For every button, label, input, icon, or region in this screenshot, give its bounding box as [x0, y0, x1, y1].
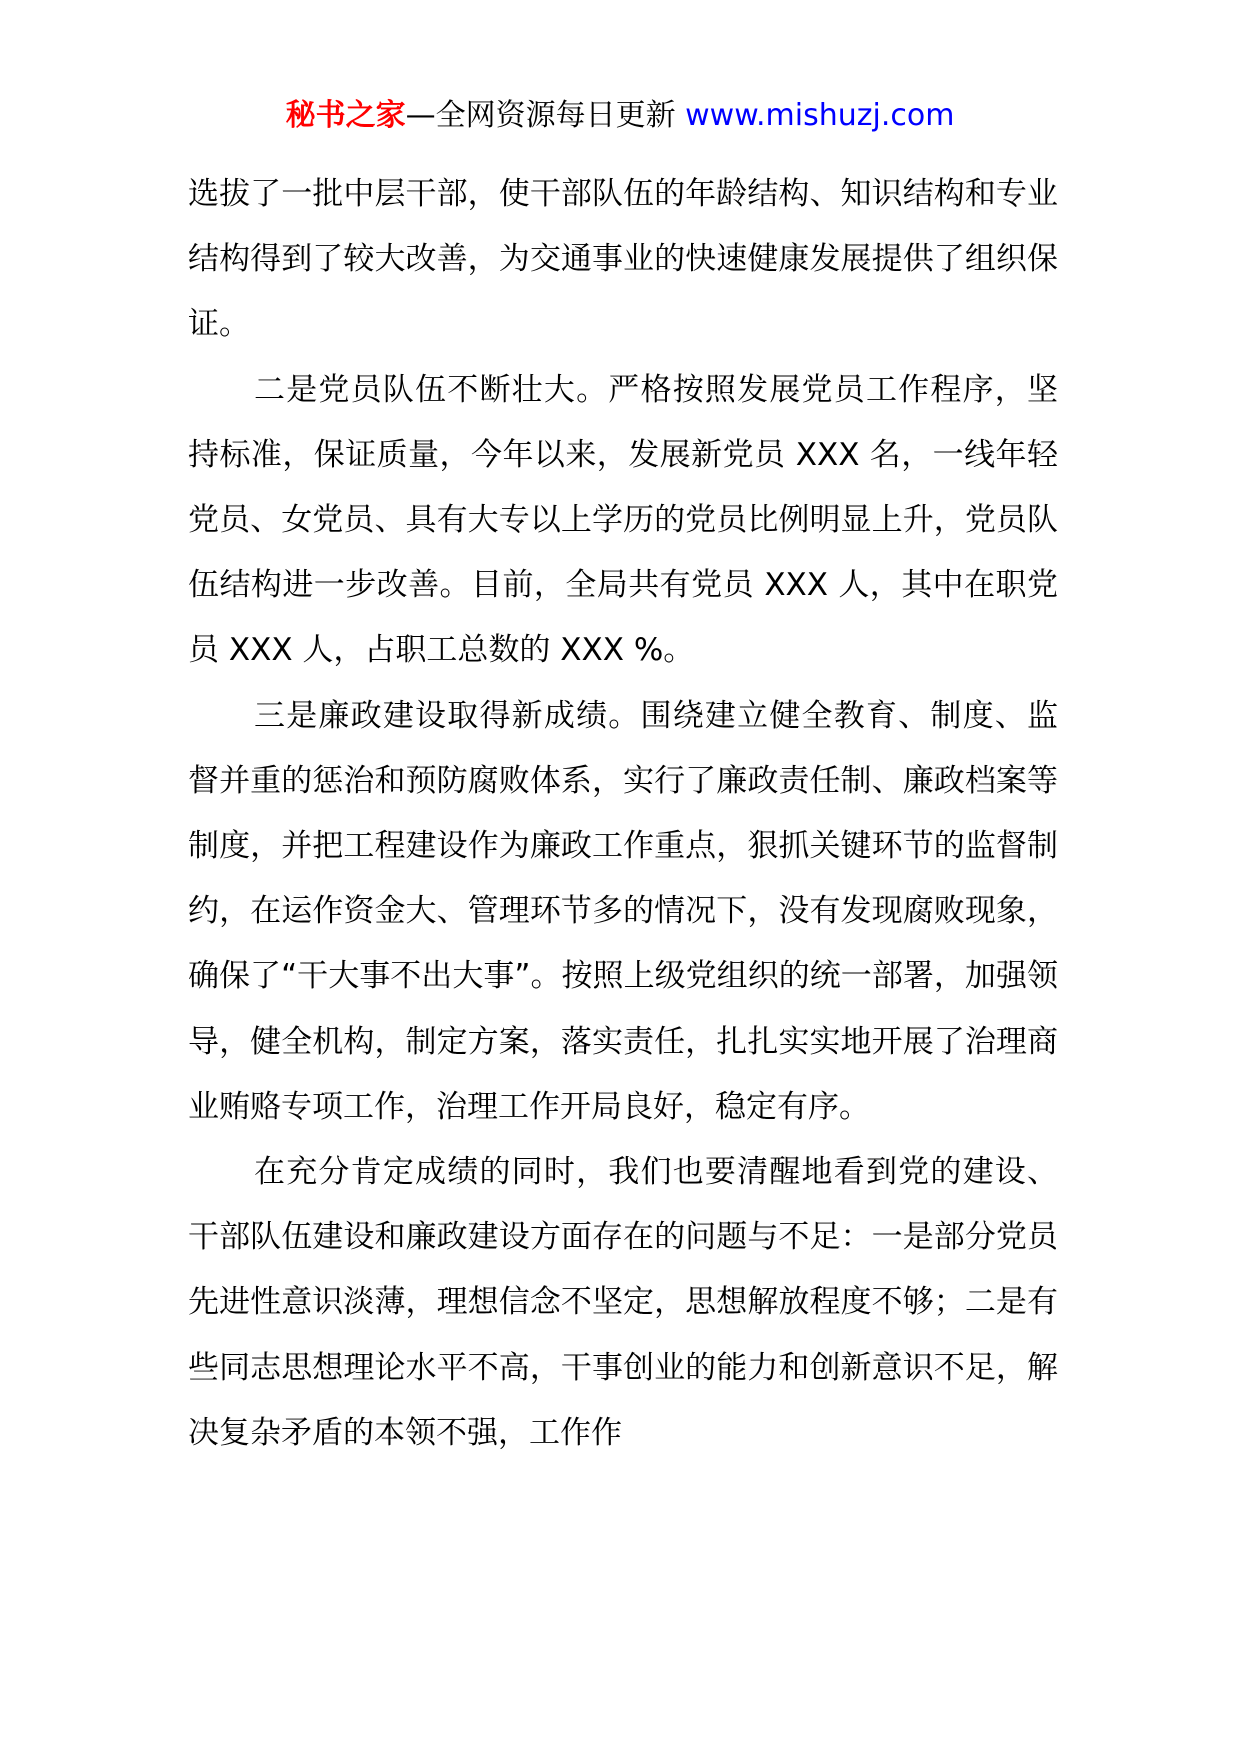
- site-brand: 秘书之家: [285, 98, 406, 133]
- site-tagline: —全网资源每日更新: [405, 98, 686, 133]
- paragraph-problems: 在充分肯定成绩的同时，我们也要清醒地看到党的建设、干部队伍建设和廉政建设方面存在的问题与不足：一是部分党员先进性意识淡薄，理想信念不坚定，思想解放程度不够；二是有些同志思想理论水平不高，干事创业的能力和创新意识不足，解决复杂矛盾的本领不强，工作作: [188, 1154, 1058, 1451]
- document-body: [188, 162, 1058, 1466]
- site-header: [0, 96, 1240, 136]
- paragraph-integrity: 三是廉政建设取得新成绩。围绕建立健全教育、制度、监督并重的惩治和预防腐败体系，实行了廉政责任制、廉政档案等制度，并把工程建设作为廉政工作重点，狠抓关键环节的监督制约，在运作资金大、管理环节多的情况下，没有发现腐败现象，确保了“干大事不出大事”。按照上级党组织的统一部署，加强领导，健全机构，制定方案，落实责任，扎扎实实地开展了治理商业贿赂专项工作，治理工作开局良好，稳定有序。: [188, 697, 1058, 1125]
- paragraph-continued: 选拔了一批中层干部，使干部队伍的年龄结构、知识结构和专业结构得到了较大改善，为交通事业的快速健康发展提供了组织保证。: [188, 176, 1058, 343]
- site-url-link[interactable]: www.mishuzj.com: [685, 98, 955, 133]
- paragraph-party-members: 二是党员队伍不断壮大。严格按照发展党员工作程序，坚持标准，保证质量，今年以来，发展新党员 XXX 名，一线年轻党员、女党员、具有大专以上学历的党员比例明显上升，党员队伍结构进一步改善。目前，全局共有党员 XXX 人，其中在职党员 XXX 人，占职工总数的 XXX %。: [188, 371, 1058, 669]
